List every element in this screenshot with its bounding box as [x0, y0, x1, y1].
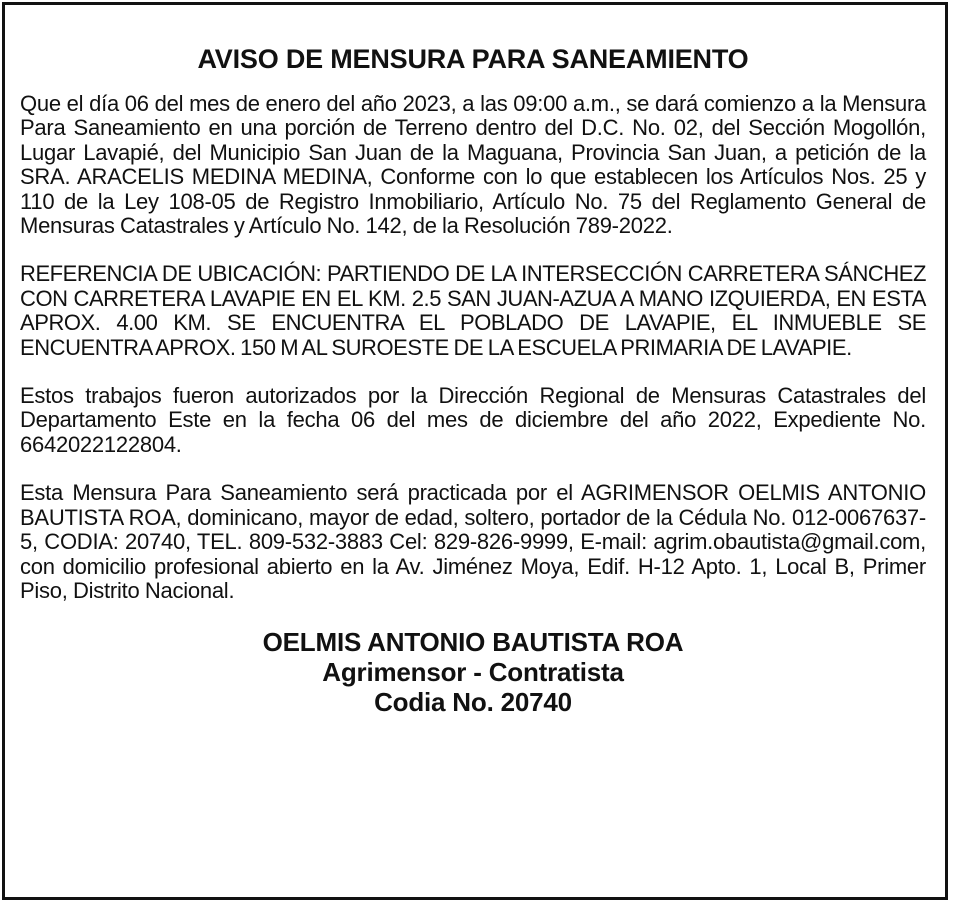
paragraph-location-reference: REFERENCIA DE UBICACIÓN: PARTIENDO DE LA INTERSECCIÓN CARRETERA SÁNCHEZ CON CARRETERA LAVAPIE EN EL KM. 2.5 SAN JUAN-AZUA A MANO IZQUIERDA, EN ESTA APROX. 4.00 KM. SE ENCUENTRA EL POBLADO DE LAVAPIE, EL INMUEBLE SE ENCUENTRA APROX. 150 M AL SUROESTE DE LA ESCUELA PRIMARIA DE LAVAPIE.: [20, 261, 926, 360]
notice-title: AVISO DE MENSURA PARA SANEAMIENTO: [197, 44, 749, 74]
signature-role: Agrimensor - Contratista: [322, 657, 624, 688]
signature-name: OELMIS ANTONIO BAUTISTA ROA: [262, 627, 684, 658]
paragraph-announcement: Que el día 06 del mes de enero del año 2023, a las 09:00 a.m., se dará comienzo a la Mensura Para Saneamiento en una porción de Terreno dentro del D.C. No. 02, del Sección Mogollón, Lugar Lavapié, del Municipio San Juan de la Maguana, Provincia San Juan, a petición de la SRA. ARACELIS MEDINA MEDINA, Conforme con lo que establecen los Artículos Nos. 25 y 110 de la Ley 108-05 de Registro Inmobiliario, Artículo No. 75 del Reglamento General de Mensuras Catastrales y Artículo No. 142, de la Resolución 789-2022.: [20, 91, 926, 239]
notice-body: [20, 42, 926, 717]
signature-block: [20, 627, 926, 717]
paragraph-surveyor-details: Esta Mensura Para Saneamiento será practicada por el AGRIMENSOR OELMIS ANTONIO BAUTISTA ROA, dominicano, mayor de edad, soltero, portador de la Cédula No. 012-0067637-5, CODIA: 20740, TEL. 809-532-3883 Cel: 829-826-9999, E-mail: agrim.obautista@gmail.com, con domicilio profesional abierto en la Av. Jiménez Moya, Edif. H-12 Apto. 1, Local B, Primer Piso, Distrito Nacional.: [20, 480, 926, 603]
signature-codia: Codia No. 20740: [374, 687, 572, 718]
paragraph-authorization: Estos trabajos fueron autorizados por la Dirección Regional de Mensuras Catastrales del Departamento Este en la fecha 06 del mes de diciembre del año 2022, Expediente No. 6642022122804.: [20, 383, 926, 457]
